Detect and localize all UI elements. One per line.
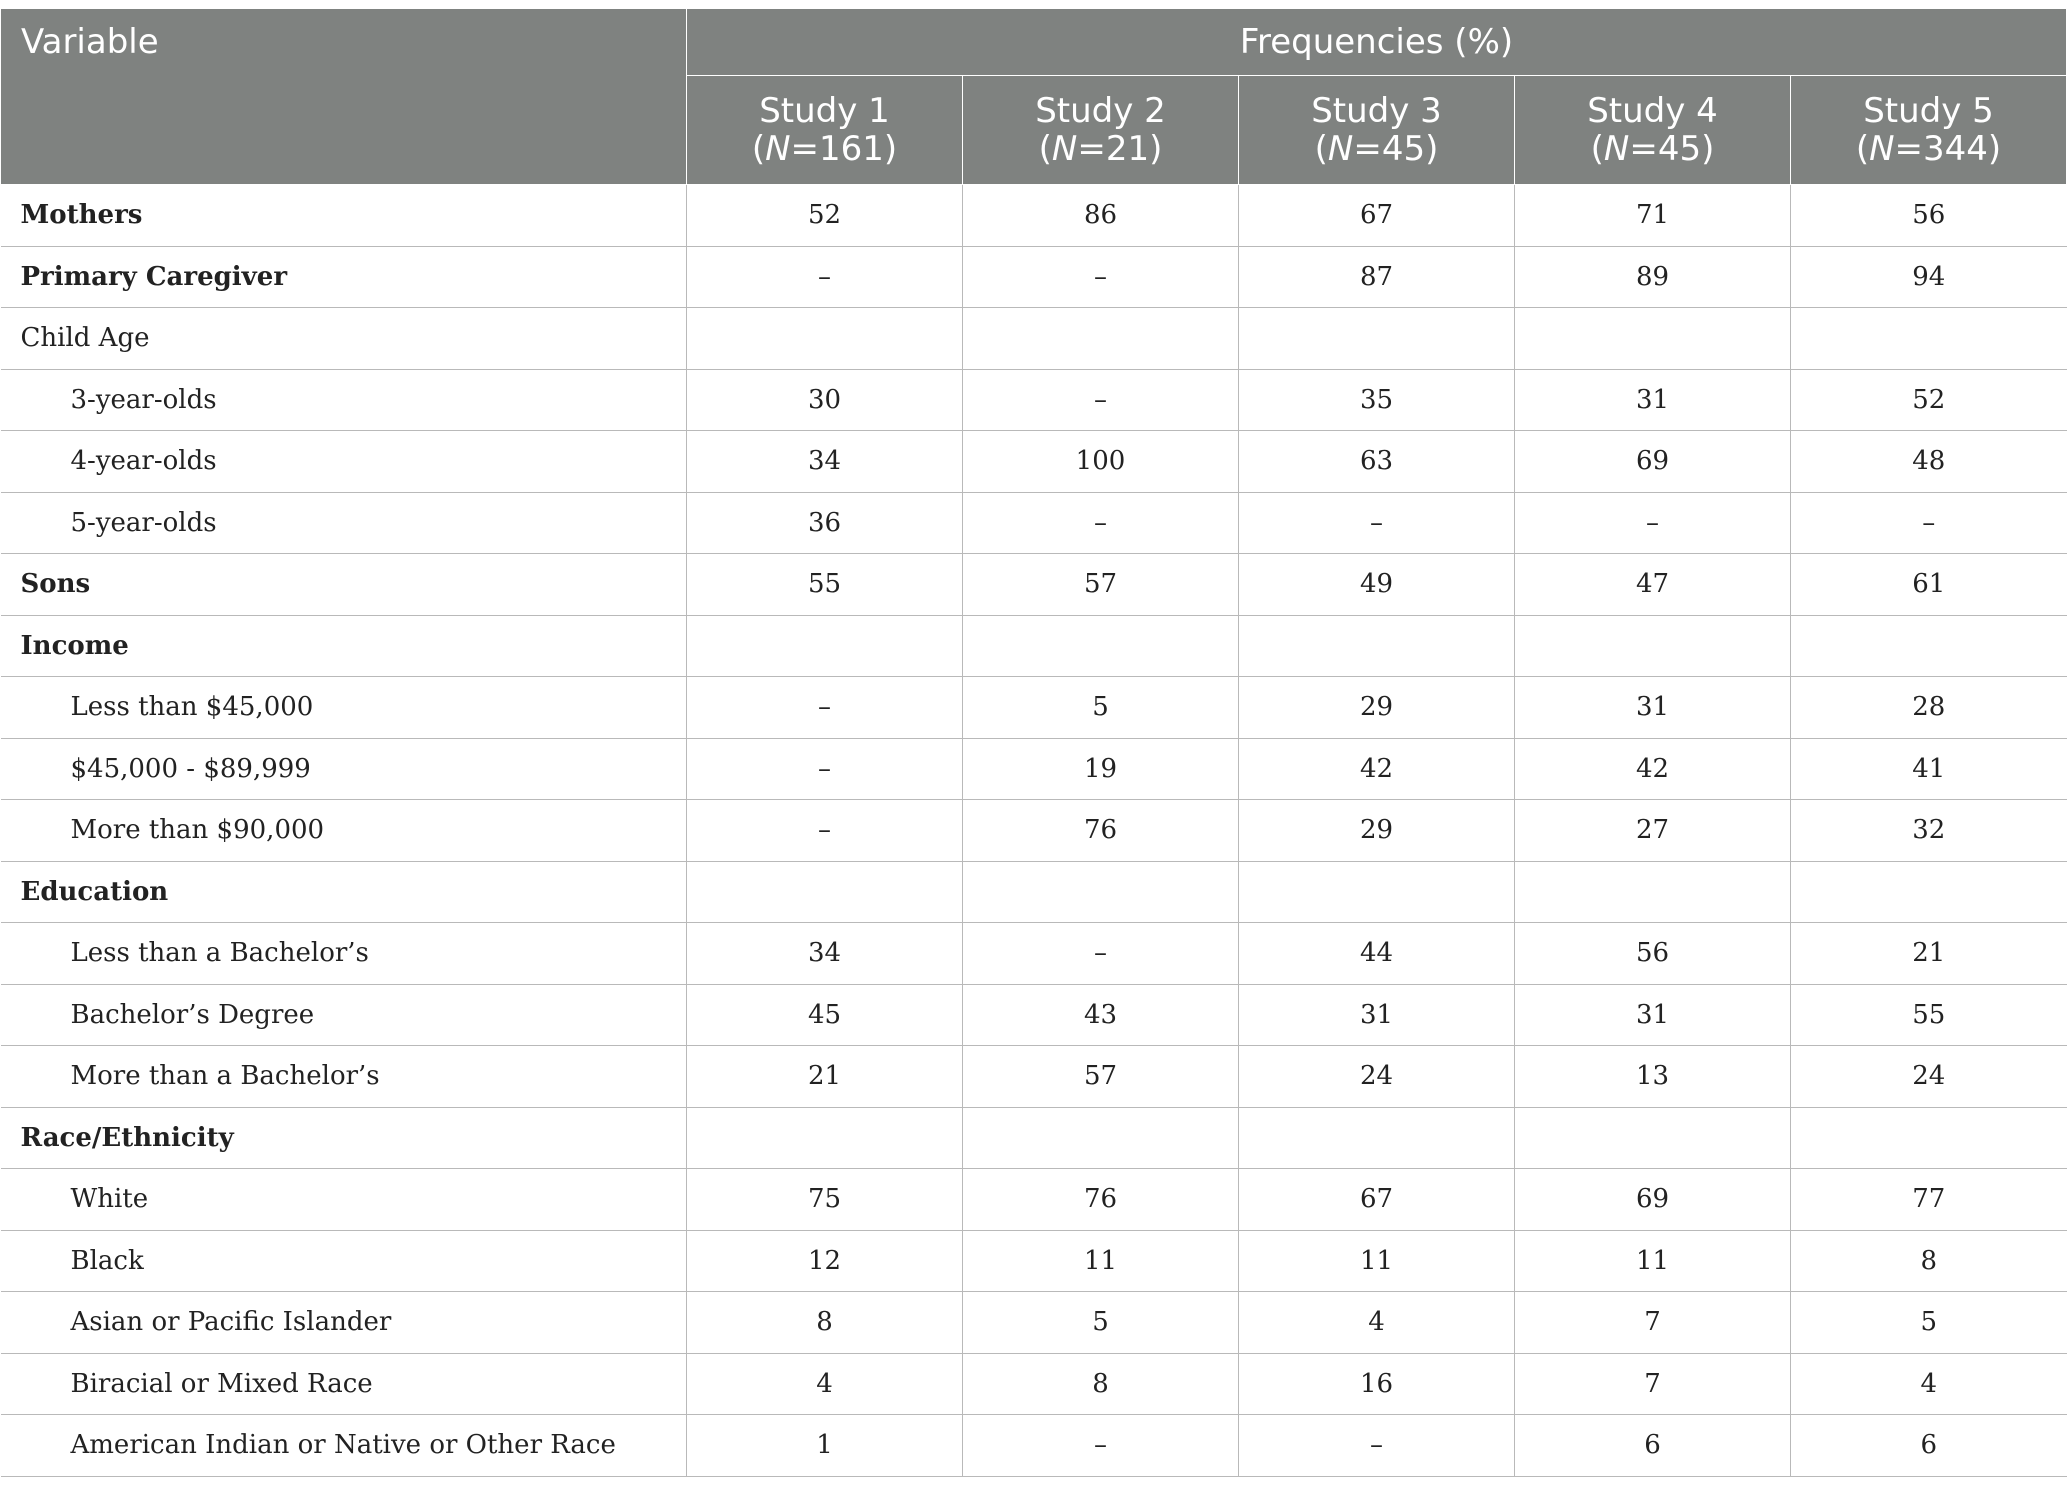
cell-study-3: 42	[1239, 738, 1515, 800]
study-name: Study 5	[1863, 91, 1994, 131]
table-row	[1, 492, 2067, 554]
sample-size-n: N	[765, 129, 791, 169]
row-label: Race/Ethnicity	[1, 1107, 687, 1169]
cell-study-2: 43	[963, 984, 1239, 1046]
cell-study-1	[687, 861, 963, 923]
cell-study-1: 36	[687, 492, 963, 554]
cell-study-3: –	[1239, 492, 1515, 554]
cell-study-2: –	[963, 369, 1239, 431]
table-row	[1, 1046, 2067, 1108]
sample-size-n: N	[1327, 129, 1354, 169]
study-header-5	[1791, 76, 2067, 185]
cell-study-1: 1	[687, 1415, 963, 1477]
sample-size-n: N	[1051, 129, 1078, 169]
cell-study-5: 55	[1791, 984, 2067, 1046]
cell-study-5	[1791, 308, 2067, 370]
study-sample-size	[1515, 130, 1790, 168]
cell-study-5: 6	[1791, 1415, 2067, 1477]
cell-study-4: 71	[1515, 185, 1791, 247]
table-row	[1, 1169, 2067, 1231]
table-row	[1, 677, 2067, 739]
table-header	[1, 9, 2067, 185]
table-row	[1, 369, 2067, 431]
cell-study-2: 8	[963, 1353, 1239, 1415]
cell-study-1: –	[687, 738, 963, 800]
cell-study-4	[1515, 861, 1791, 923]
row-label: More than a Bachelor’s	[1, 1046, 687, 1108]
cell-study-4: 7	[1515, 1292, 1791, 1354]
sample-size-value: =45)	[1353, 129, 1439, 169]
cell-study-1: 34	[687, 923, 963, 985]
cell-study-4: 31	[1515, 984, 1791, 1046]
frequencies-header: Frequencies (%)	[687, 9, 2067, 76]
cell-study-4: 56	[1515, 923, 1791, 985]
row-label: Less than a Bachelor’s	[1, 923, 687, 985]
cell-study-3	[1239, 861, 1515, 923]
sample-size-open: (	[1590, 129, 1604, 169]
cell-study-4: 47	[1515, 554, 1791, 616]
cell-study-4: 7	[1515, 1353, 1791, 1415]
table-row	[1, 308, 2067, 370]
study-sample-size	[1239, 130, 1514, 168]
table-body	[1, 185, 2067, 1477]
row-label: Biracial or Mixed Race	[1, 1353, 687, 1415]
cell-study-4	[1515, 1107, 1791, 1169]
cell-study-3: 29	[1239, 677, 1515, 739]
table-row	[1, 1107, 2067, 1169]
cell-study-3: 49	[1239, 554, 1515, 616]
cell-study-1	[687, 308, 963, 370]
cell-study-4: 69	[1515, 431, 1791, 493]
cell-study-3: 11	[1239, 1230, 1515, 1292]
table-row	[1, 1353, 2067, 1415]
cell-study-3: 44	[1239, 923, 1515, 985]
cell-study-4: –	[1515, 492, 1791, 554]
study-name: Study 4	[1587, 91, 1718, 131]
cell-study-5: 48	[1791, 431, 2067, 493]
cell-study-1: –	[687, 246, 963, 308]
row-label: 4-year-olds	[1, 431, 687, 493]
sample-size-n: N	[1603, 129, 1630, 169]
sample-size-value: =45)	[1629, 129, 1715, 169]
cell-study-4: 6	[1515, 1415, 1791, 1477]
row-label: 3-year-olds	[1, 369, 687, 431]
cell-study-5	[1791, 1107, 2067, 1169]
cell-study-1: –	[687, 800, 963, 862]
cell-study-3	[1239, 1107, 1515, 1169]
cell-study-5: 56	[1791, 185, 2067, 247]
table-row	[1, 615, 2067, 677]
cell-study-3: 16	[1239, 1353, 1515, 1415]
cell-study-5: –	[1791, 492, 2067, 554]
cell-study-3: 4	[1239, 1292, 1515, 1354]
cell-study-1	[687, 615, 963, 677]
table-row	[1, 431, 2067, 493]
table-row	[1, 738, 2067, 800]
cell-study-5: 41	[1791, 738, 2067, 800]
cell-study-4: 69	[1515, 1169, 1791, 1231]
frequencies-table	[0, 8, 2067, 1477]
cell-study-5: 28	[1791, 677, 2067, 739]
table-row	[1, 861, 2067, 923]
row-label: More than $90,000	[1, 800, 687, 862]
cell-study-1: 75	[687, 1169, 963, 1231]
row-label: Income	[1, 615, 687, 677]
cell-study-5	[1791, 615, 2067, 677]
cell-study-3: –	[1239, 1415, 1515, 1477]
study-name: Study 3	[1311, 91, 1442, 131]
cell-study-2: 5	[963, 677, 1239, 739]
cell-study-1: –	[687, 677, 963, 739]
study-sample-size	[963, 130, 1238, 168]
table-row	[1, 554, 2067, 616]
cell-study-5: 21	[1791, 923, 2067, 985]
study-name: Study 2	[1035, 91, 1166, 131]
cell-study-2: –	[963, 923, 1239, 985]
cell-study-4: 31	[1515, 369, 1791, 431]
cell-study-2: –	[963, 246, 1239, 308]
cell-study-4: 27	[1515, 800, 1791, 862]
sample-size-open: (	[751, 129, 766, 169]
cell-study-4: 11	[1515, 1230, 1791, 1292]
cell-study-5: 32	[1791, 800, 2067, 862]
frequencies-table-container	[0, 8, 2067, 1477]
cell-study-1: 52	[687, 185, 963, 247]
cell-study-1: 8	[687, 1292, 963, 1354]
cell-study-2: –	[963, 1415, 1239, 1477]
cell-study-1: 45	[687, 984, 963, 1046]
cell-study-1	[687, 1107, 963, 1169]
cell-study-3: 35	[1239, 369, 1515, 431]
row-label: Mothers	[1, 185, 687, 247]
study-header-2	[963, 76, 1239, 185]
cell-study-2: 5	[963, 1292, 1239, 1354]
cell-study-2	[963, 615, 1239, 677]
sample-size-value: =344)	[1894, 129, 2002, 169]
row-label: $45,000 - $89,999	[1, 738, 687, 800]
cell-study-4: 42	[1515, 738, 1791, 800]
cell-study-1: 55	[687, 554, 963, 616]
cell-study-2: 57	[963, 1046, 1239, 1108]
table-row	[1, 1230, 2067, 1292]
sample-size-value: =21)	[1077, 129, 1163, 169]
cell-study-5: 8	[1791, 1230, 2067, 1292]
cell-study-4: 89	[1515, 246, 1791, 308]
cell-study-3: 87	[1239, 246, 1515, 308]
cell-study-2: –	[963, 492, 1239, 554]
study-sample-size	[687, 130, 962, 168]
table-row	[1, 984, 2067, 1046]
study-header-3	[1239, 76, 1515, 185]
cell-study-5: 77	[1791, 1169, 2067, 1231]
cell-study-5: 24	[1791, 1046, 2067, 1108]
cell-study-4: 31	[1515, 677, 1791, 739]
cell-study-1: 4	[687, 1353, 963, 1415]
cell-study-3: 63	[1239, 431, 1515, 493]
cell-study-4	[1515, 615, 1791, 677]
study-sample-size	[1791, 130, 2066, 168]
variable-header: Variable	[1, 9, 687, 185]
row-label: Black	[1, 1230, 687, 1292]
cell-study-3	[1239, 308, 1515, 370]
row-label: White	[1, 1169, 687, 1231]
row-label: Sons	[1, 554, 687, 616]
row-label: American Indian or Native or Other Race	[1, 1415, 687, 1477]
cell-study-1: 34	[687, 431, 963, 493]
cell-study-4: 13	[1515, 1046, 1791, 1108]
sample-size-open: (	[1855, 129, 1870, 169]
row-label: 5-year-olds	[1, 492, 687, 554]
table-row	[1, 800, 2067, 862]
cell-study-1: 21	[687, 1046, 963, 1108]
cell-study-2	[963, 1107, 1239, 1169]
table-row	[1, 185, 2067, 247]
study-header-1	[687, 76, 963, 185]
cell-study-2: 11	[963, 1230, 1239, 1292]
study-name: Study 1	[759, 91, 890, 131]
study-header-4	[1515, 76, 1791, 185]
table-row	[1, 1415, 2067, 1477]
cell-study-5: 61	[1791, 554, 2067, 616]
row-label: Bachelor’s Degree	[1, 984, 687, 1046]
row-label: Education	[1, 861, 687, 923]
cell-study-1: 30	[687, 369, 963, 431]
cell-study-3: 29	[1239, 800, 1515, 862]
cell-study-3: 67	[1239, 1169, 1515, 1231]
sample-size-n: N	[1869, 129, 1895, 169]
row-label: Primary Caregiver	[1, 246, 687, 308]
cell-study-5: 5	[1791, 1292, 2067, 1354]
sample-size-open: (	[1038, 129, 1052, 169]
cell-study-5: 94	[1791, 246, 2067, 308]
cell-study-2: 76	[963, 800, 1239, 862]
cell-study-3: 31	[1239, 984, 1515, 1046]
row-label: Less than $45,000	[1, 677, 687, 739]
cell-study-5: 4	[1791, 1353, 2067, 1415]
cell-study-5: 52	[1791, 369, 2067, 431]
sample-size-open: (	[1314, 129, 1328, 169]
row-label: Asian or Pacific Islander	[1, 1292, 687, 1354]
cell-study-4	[1515, 308, 1791, 370]
cell-study-2: 100	[963, 431, 1239, 493]
row-label: Child Age	[1, 308, 687, 370]
cell-study-2: 86	[963, 185, 1239, 247]
cell-study-1: 12	[687, 1230, 963, 1292]
cell-study-3: 24	[1239, 1046, 1515, 1108]
cell-study-3: 67	[1239, 185, 1515, 247]
cell-study-2: 57	[963, 554, 1239, 616]
cell-study-2	[963, 308, 1239, 370]
cell-study-5	[1791, 861, 2067, 923]
cell-study-3	[1239, 615, 1515, 677]
table-row	[1, 246, 2067, 308]
sample-size-value: =161)	[790, 129, 898, 169]
cell-study-2	[963, 861, 1239, 923]
cell-study-2: 76	[963, 1169, 1239, 1231]
table-row	[1, 923, 2067, 985]
cell-study-2: 19	[963, 738, 1239, 800]
table-row	[1, 1292, 2067, 1354]
